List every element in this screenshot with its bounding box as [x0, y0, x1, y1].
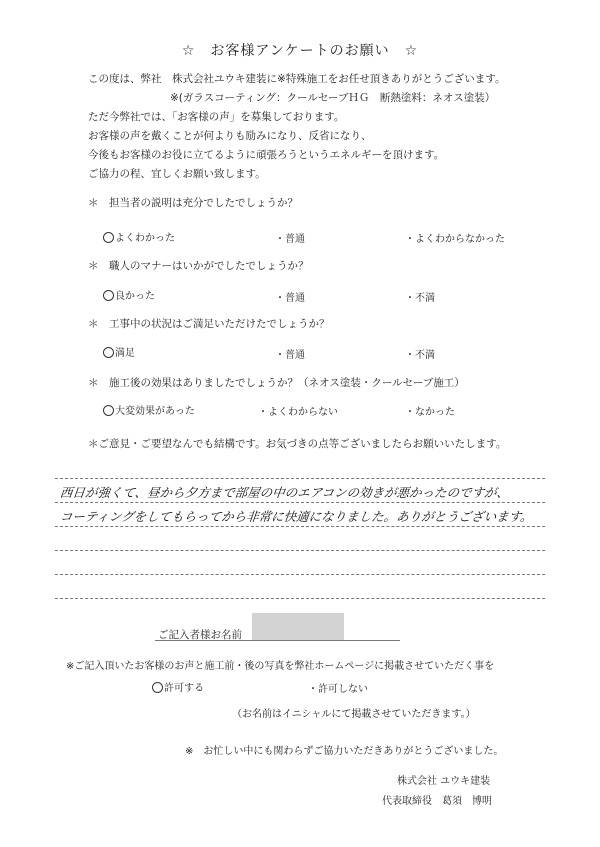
q1-option-2[interactable]: ・普通 [275, 234, 305, 245]
comment-prompt: ＊ご意見・ご要望なんでも結構です。お気づきの点等ございましたらお願いいたします。 [88, 438, 507, 450]
q3-option-2[interactable]: ・普通 [275, 350, 305, 361]
comment-line [55, 598, 545, 599]
question-4: ＊ 施工後の効果はありましたでしょうか？（ネオス塗装・クールセーブ施工） [88, 377, 465, 389]
intro-line-3: ただ今弊社では、「お客様の声」を募集しております。 [88, 111, 345, 123]
intro-line-2: ※(ガラスコーティング：クールセーブＨＧ 断熱塗料：ネオス塗装） [170, 92, 496, 104]
handwritten-comment-line-1: 西日が強くて、昼から夕方まで部屋の中のエアコンの効きが悪かったのですが、 [59, 485, 510, 500]
permission-text: ※ご記入頂いたお客様のお声と施工前・後の写真を弊社ホームページに掲載させていただく事を [66, 661, 495, 672]
comment-line [55, 502, 545, 503]
company-name: 株式会社 ユウキ建装 [397, 776, 491, 787]
name-label: ご記入者様お名前 [158, 629, 242, 641]
q2-option-1[interactable]: 良かった [103, 287, 155, 302]
permission-deny[interactable]: ・許可しない [308, 684, 368, 695]
q4-option-3[interactable]: ・なかった [405, 407, 455, 418]
circle-mark-icon [103, 290, 114, 301]
intro-line-4: お客様の声を戴くことが何よりも励みになり、反省になり、 [88, 130, 372, 142]
q3-option-1[interactable]: 満足 [103, 344, 135, 359]
q4-option-2[interactable]: ・よくわからない [258, 407, 338, 418]
comment-line [55, 574, 545, 575]
q1-option-1[interactable]: よくわかった [103, 229, 175, 244]
circle-mark-icon [103, 232, 114, 243]
q4-option-1[interactable]: 大変効果があった [103, 402, 195, 417]
intro-line-6: ご協力の程、宜しくお願い致します。 [88, 168, 266, 180]
redacted-name [252, 613, 344, 640]
question-3: ＊ 工事中の状況はご満足いただけたでしょうか？ [88, 318, 330, 330]
q2-option-3[interactable]: ・不満 [405, 293, 435, 304]
page-title: ☆ お客様アンケートのお願い ☆ [181, 43, 419, 59]
permission-note: （お名前はイニシャルにて掲載させていただきます。） [232, 709, 476, 720]
intro-line-5: 今後もお客様のお役に立てるように頑張ろうというエネルギーを頂けます。 [88, 149, 445, 161]
q1-option-3[interactable]: ・よくわからなかった [405, 234, 505, 245]
thanks-text: ※ お忙しい中にも関わらずご協力いただきありがとうございました。 [185, 746, 504, 757]
comment-line [55, 526, 545, 527]
question-2: ＊ 職人のマナーはいかがでしたでしょうか？ [88, 260, 309, 272]
name-underline [155, 640, 400, 641]
comment-line [55, 550, 545, 551]
company-representative: 代表取締役 葛須 博明 [382, 796, 492, 807]
question-1: ＊ 担当者の説明は充分でしたでしょうか？ [88, 197, 298, 209]
circle-mark-icon [152, 682, 163, 693]
permission-allow[interactable]: 許可する [152, 679, 204, 694]
circle-mark-icon [103, 405, 114, 416]
q3-option-3[interactable]: ・不満 [405, 350, 435, 361]
q2-option-2[interactable]: ・普通 [275, 293, 305, 304]
comment-line [55, 478, 545, 479]
intro-line-1: この度は、弊社 株式会社ユウキ建装に※特殊施工をお任せ頂きありがとうございます。 [88, 73, 506, 85]
handwritten-comment-line-2: コーティングをしてもらってから非常に快適になりました。ありがとうございます。 [59, 509, 534, 524]
circle-mark-icon [103, 347, 114, 358]
